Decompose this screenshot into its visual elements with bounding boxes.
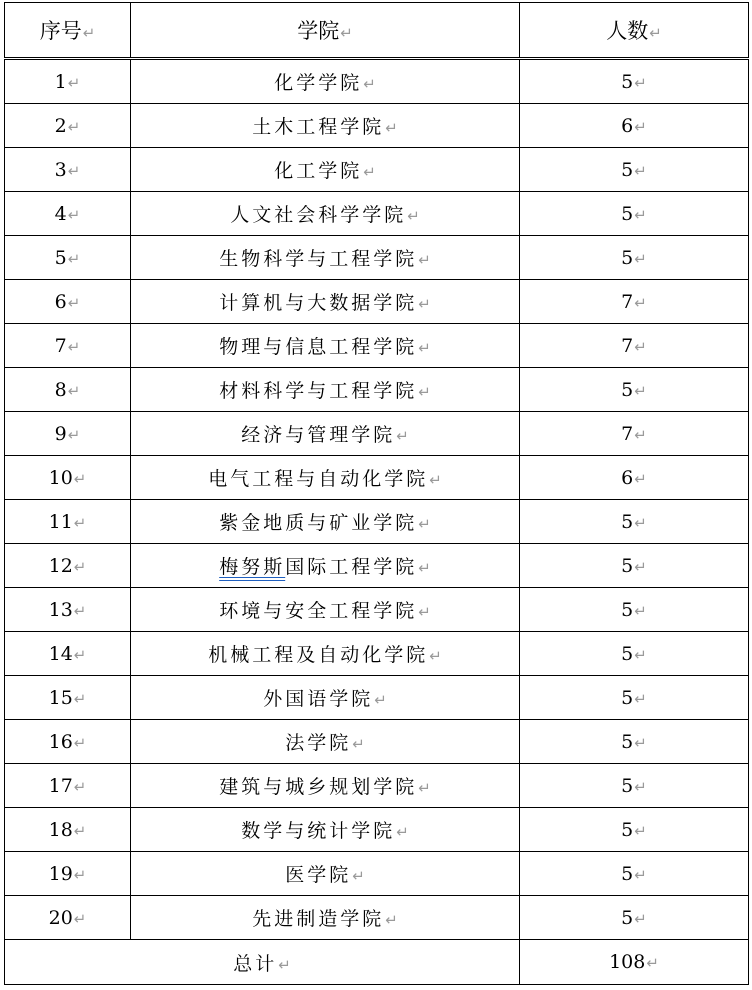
row-college: 建筑与城乡规划学院↵ xyxy=(131,764,520,808)
table-row xyxy=(5,456,749,500)
table-row xyxy=(5,808,749,852)
row-index: 4↵ xyxy=(5,192,131,236)
row-count: 5↵ xyxy=(520,192,749,236)
row-college: 梅努斯国际工程学院↵ xyxy=(131,544,520,588)
table-row xyxy=(5,896,749,940)
row-count: 5↵ xyxy=(520,808,749,852)
college-quota-table xyxy=(4,2,749,985)
row-college: 材料科学与工程学院↵ xyxy=(131,368,520,412)
row-index: 19↵ xyxy=(5,852,131,896)
row-count: 5↵ xyxy=(520,852,749,896)
table-row xyxy=(5,544,749,588)
row-college: 经济与管理学院↵ xyxy=(131,412,520,456)
row-index: 8↵ xyxy=(5,368,131,412)
row-count: 6↵ xyxy=(520,456,749,500)
row-count: 5↵ xyxy=(520,368,749,412)
table-row xyxy=(5,59,749,104)
row-index: 16↵ xyxy=(5,720,131,764)
row-college: 紫金地质与矿业学院↵ xyxy=(131,500,520,544)
row-count: 7↵ xyxy=(520,324,749,368)
table-row xyxy=(5,412,749,456)
total-label: 总计↵ xyxy=(5,940,520,985)
table-row xyxy=(5,720,749,764)
header-index: 序号↵ xyxy=(5,3,131,59)
row-college: 环境与安全工程学院↵ xyxy=(131,588,520,632)
table-row xyxy=(5,588,749,632)
row-college: 计算机与大数据学院↵ xyxy=(131,280,520,324)
row-index: 12↵ xyxy=(5,544,131,588)
row-index: 2↵ xyxy=(5,104,131,148)
row-count: 5↵ xyxy=(520,500,749,544)
table-row xyxy=(5,280,749,324)
row-index: 5↵ xyxy=(5,236,131,280)
row-college: 数学与统计学院↵ xyxy=(131,808,520,852)
row-count: 5↵ xyxy=(520,764,749,808)
row-index: 6↵ xyxy=(5,280,131,324)
table-row xyxy=(5,632,749,676)
row-count: 5↵ xyxy=(520,148,749,192)
row-college: 生物科学与工程学院↵ xyxy=(131,236,520,280)
header-count: 人数↵ xyxy=(520,3,749,59)
row-college: 化工学院↵ xyxy=(131,148,520,192)
row-index: 3↵ xyxy=(5,148,131,192)
row-count: 5↵ xyxy=(520,236,749,280)
row-count: 5↵ xyxy=(520,632,749,676)
header-row xyxy=(5,3,749,59)
row-college: 医学院↵ xyxy=(131,852,520,896)
total-row xyxy=(5,940,749,985)
table-row xyxy=(5,852,749,896)
row-index: 10↵ xyxy=(5,456,131,500)
row-count: 5↵ xyxy=(520,544,749,588)
table-body xyxy=(5,59,749,940)
row-index: 11↵ xyxy=(5,500,131,544)
table-row xyxy=(5,236,749,280)
row-count: 6↵ xyxy=(520,104,749,148)
table-row xyxy=(5,324,749,368)
row-index: 20↵ xyxy=(5,896,131,940)
row-college: 土木工程学院↵ xyxy=(131,104,520,148)
row-count: 5↵ xyxy=(520,59,749,104)
table-row xyxy=(5,104,749,148)
row-college: 人文社会科学学院↵ xyxy=(131,192,520,236)
row-college: 化学学院↵ xyxy=(131,59,520,104)
row-index: 18↵ xyxy=(5,808,131,852)
college-name-underlined: 梅努斯 xyxy=(219,556,286,578)
row-count: 7↵ xyxy=(520,412,749,456)
row-count: 5↵ xyxy=(520,588,749,632)
row-college: 法学院↵ xyxy=(131,720,520,764)
total-count: 108↵ xyxy=(520,940,749,985)
row-index: 13↵ xyxy=(5,588,131,632)
row-index: 7↵ xyxy=(5,324,131,368)
table-row xyxy=(5,192,749,236)
header-college: 学院↵ xyxy=(131,3,520,59)
row-index: 14↵ xyxy=(5,632,131,676)
table-row xyxy=(5,148,749,192)
table-row xyxy=(5,368,749,412)
row-index: 17↵ xyxy=(5,764,131,808)
row-college: 物理与信息工程学院↵ xyxy=(131,324,520,368)
row-count: 5↵ xyxy=(520,676,749,720)
row-college: 外国语学院↵ xyxy=(131,676,520,720)
row-count: 7↵ xyxy=(520,280,749,324)
row-index: 1↵ xyxy=(5,59,131,104)
row-college: 电气工程与自动化学院↵ xyxy=(131,456,520,500)
table-row xyxy=(5,764,749,808)
table-row xyxy=(5,500,749,544)
table-row xyxy=(5,676,749,720)
row-count: 5↵ xyxy=(520,720,749,764)
row-index: 9↵ xyxy=(5,412,131,456)
row-college: 先进制造学院↵ xyxy=(131,896,520,940)
row-index: 15↵ xyxy=(5,676,131,720)
row-college: 机械工程及自动化学院↵ xyxy=(131,632,520,676)
row-count: 5↵ xyxy=(520,896,749,940)
